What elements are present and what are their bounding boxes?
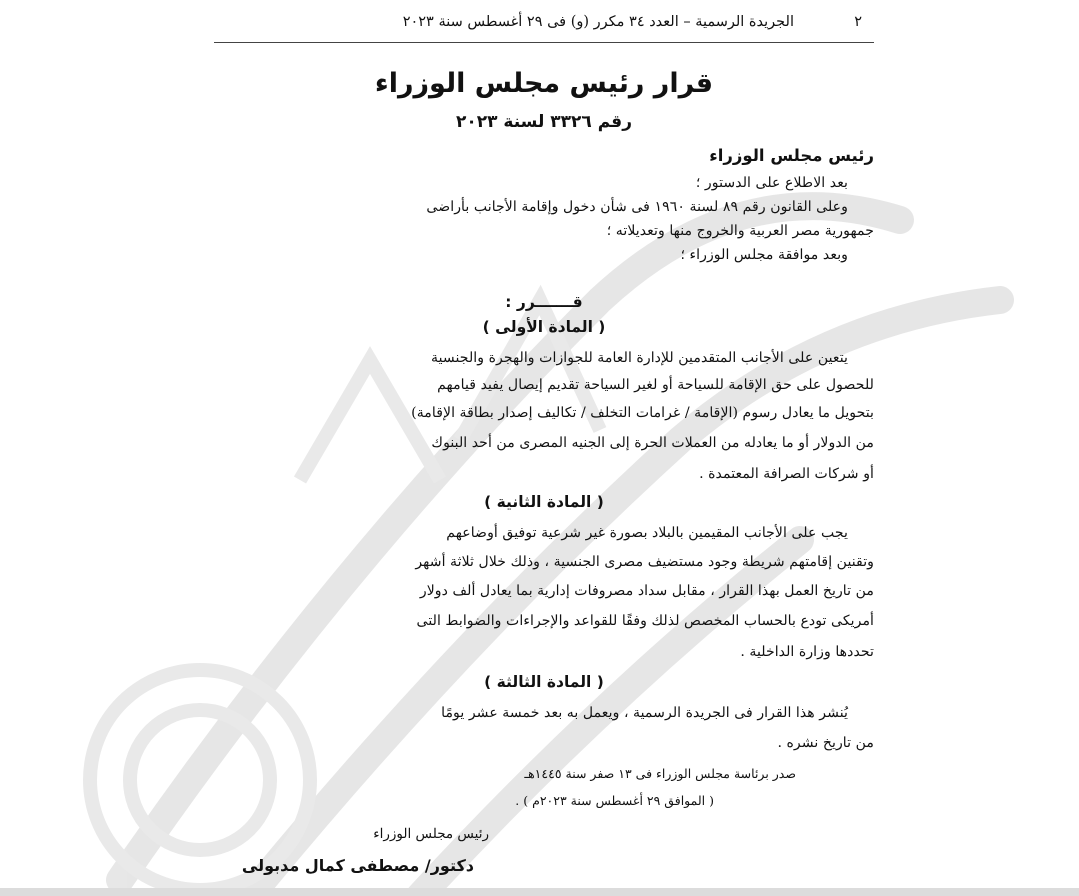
article-2-line: يجب على الأجانب المقيمين بالبلاد بصورة غير شرعية توفيق أوضاعهم xyxy=(446,525,848,541)
article-3-line: يُنشر هذا القرار فى الجريدة الرسمية ، ويعمل به بعد خمسة عشر يومًا xyxy=(441,705,848,721)
preamble-line: وعلى القانون رقم ٨٩ لسنة ١٩٦٠ فى شأن دخول وإقامة الأجانب بأراضى xyxy=(426,199,848,215)
article-3-title: ( المادة الثالثة ) xyxy=(484,673,604,691)
article-1-line: أو شركات الصرافة المعتمدة . xyxy=(699,466,874,482)
article-1-line: من الدولار أو ما يعادله من العملات الحرة إلى الجنيه المصرى من أحد البنوك xyxy=(431,435,874,451)
gazette-header-text: الجريدة الرسمية – العدد ٣٤ مكرر (و) فى ٢٩ أغسطس سنة ٢٠٢٣ xyxy=(402,14,794,30)
decree-number: رقم ٣٣٢٦ لسنة ٢٠٢٣ xyxy=(456,112,632,132)
article-2-line: تحددها وزارة الداخلية . xyxy=(740,644,874,660)
article-1-line: بتحويل ما يعادل رسوم (الإقامة / غرامات التخلف / تكاليف إصدار بطاقة الإقامة) xyxy=(411,405,874,421)
issued-date-line: ( الموافق ٢٩ أغسطس سنة ٢٠٢٣م ) . xyxy=(515,793,714,808)
signature-role: رئيس مجلس الوزراء xyxy=(373,826,489,842)
article-2-title: ( المادة الثانية ) xyxy=(484,493,604,511)
preamble-heading: رئيس مجلس الوزراء xyxy=(709,146,874,165)
page-bottom-edge xyxy=(0,888,1079,896)
article-1-line: للحصول على حق الإقامة للسياحة أو لغير السياحة تقديم إيصال يفيد قيامهم xyxy=(437,377,874,393)
preamble-line: بعد الاطلاع على الدستور ؛ xyxy=(695,175,848,191)
issued-line: صدر برئاسة مجلس الوزراء فى ١٣ صفر سنة ١٤٤٥هـ xyxy=(524,766,796,781)
article-2-line: من تاريخ العمل بهذا القرار ، مقابل سداد مصروفات إدارية بما يعادل ألف دولار xyxy=(419,583,874,599)
article-2-line: وتقنين إقامتهم شريطة وجود مستضيف مصرى الجنسية ، وذلك خلال ثلاثة أشهر xyxy=(415,554,874,570)
article-3-line: من تاريخ نشره . xyxy=(777,735,874,751)
signature-name: دكتور/ مصطفى كمال مدبولى xyxy=(241,856,474,875)
article-1-title: ( المادة الأولى ) xyxy=(482,318,606,336)
decided-heading: قـــــــرر : xyxy=(505,293,583,311)
preamble-line: جمهورية مصر العربية والخروج منها وتعديلاته ؛ xyxy=(606,223,874,239)
article-1-line: يتعين على الأجانب المتقدمين للإدارة العامة للجوازات والهجرة والجنسية xyxy=(430,350,848,366)
decree-title: قرار رئيس مجلس الوزراء xyxy=(374,68,714,99)
article-2-line: أمريكى تودع بالحساب المخصص لذلك وفقًا للقواعد والإجراءات والضوابط التى xyxy=(416,613,874,629)
page-number: ٢ xyxy=(854,14,862,30)
gazette-content xyxy=(214,0,874,896)
preamble-line: وبعد موافقة مجلس الوزراء ؛ xyxy=(680,247,848,263)
page-header xyxy=(214,8,874,43)
